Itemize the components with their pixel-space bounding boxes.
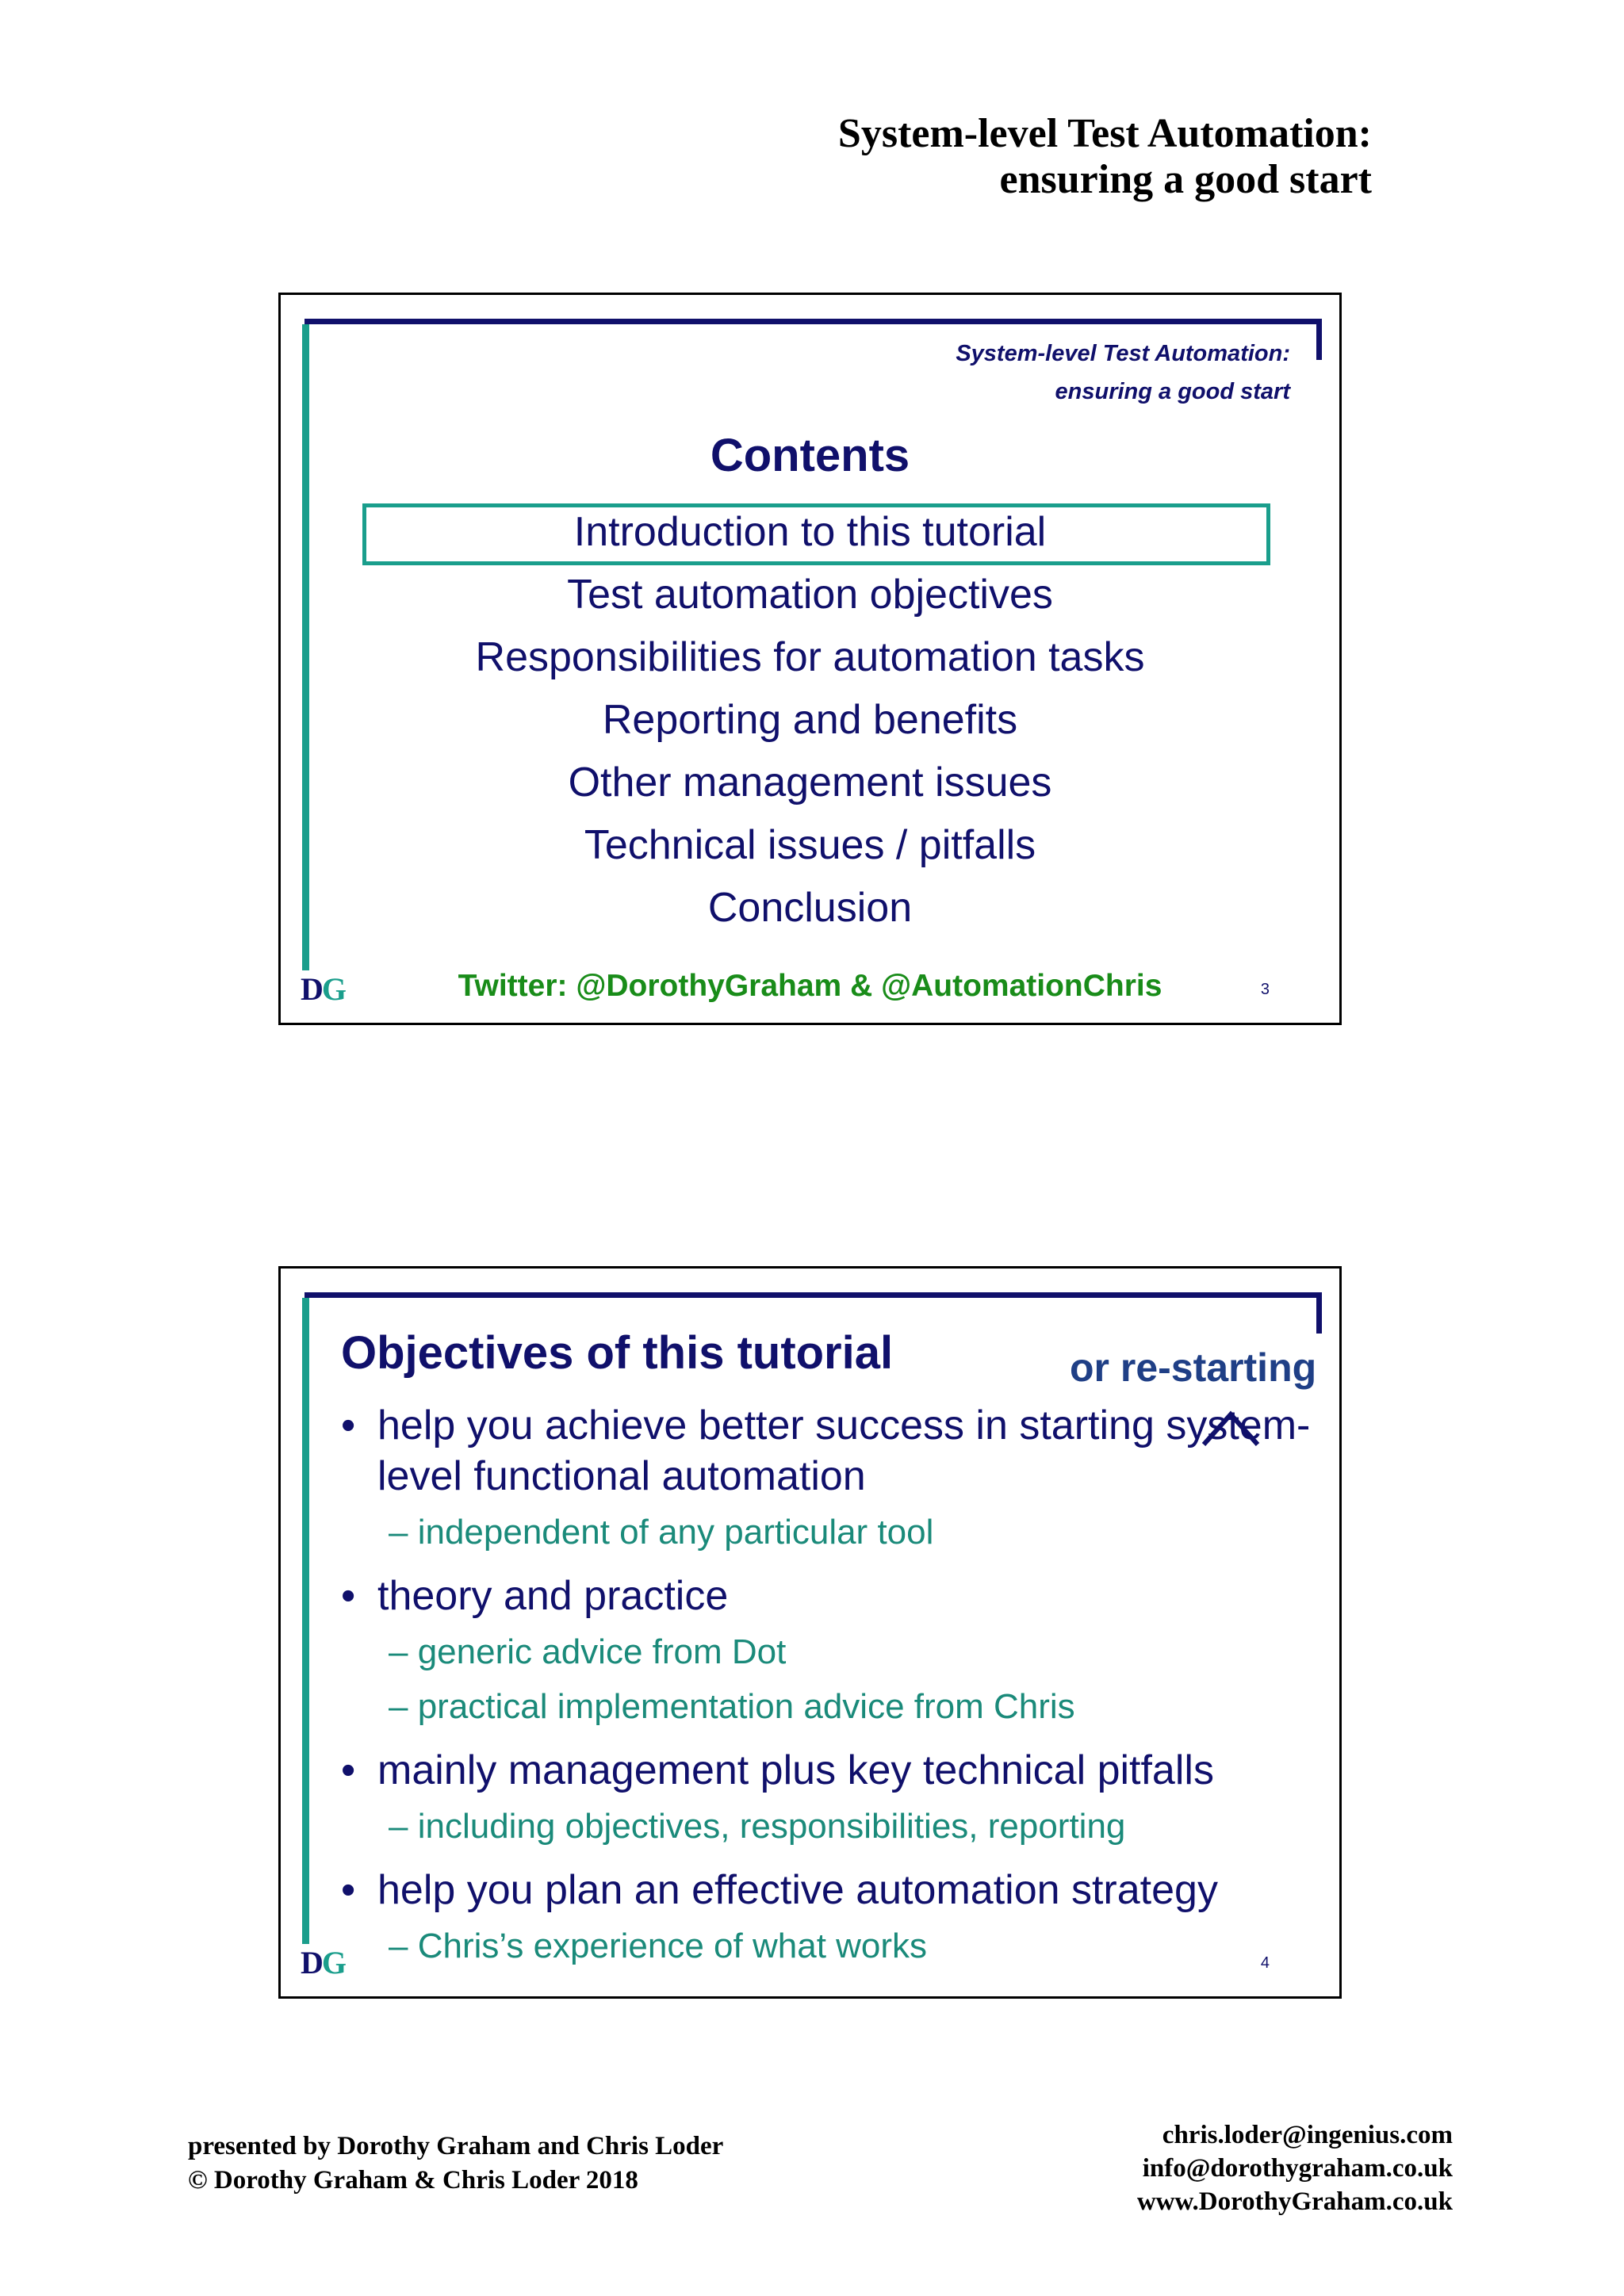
slide-frame-left-bar — [302, 1298, 309, 1944]
footer-presenters: presented by Dorothy Graham and Chris Loder — [188, 2132, 724, 2160]
objective-sub-item — [341, 1919, 1316, 1973]
objective-item — [341, 1571, 1316, 1734]
objective-sub-text: Chris’s experience of what works — [417, 1927, 928, 1965]
slide-frame-top-bar — [304, 1292, 1322, 1298]
objective-bullet-line — [341, 1571, 1316, 1621]
objective-bullet-line — [341, 1865, 1316, 1915]
footer-website: www.DorothyGraham.co.uk — [1136, 2187, 1453, 2216]
objective-sub-text: including objectives, responsibilities, reporting — [417, 1807, 1126, 1846]
dash-icon: – — [389, 1807, 418, 1846]
objectives-title: Objectives of this tutorial — [341, 1327, 894, 1379]
objective-sub-text: practical implementation advice from Chris — [417, 1687, 1075, 1726]
twitter-handles: Twitter: @DorothyGraham & @AutomationChris — [458, 969, 1162, 1003]
objective-sub-text: generic advice from Dot — [417, 1632, 787, 1671]
objective-text: mainly management plus key technical pitfalls — [377, 1747, 1214, 1793]
contents-item: Introduction to this tutorial — [573, 509, 1047, 555]
objective-sub-item — [341, 1624, 1316, 1679]
footer-copyright: © Dorothy Graham & Chris Loder 2018 — [188, 2166, 638, 2195]
objective-bullet-line — [341, 1400, 1316, 1502]
bullet-icon: • — [341, 1747, 356, 1793]
objective-item — [341, 1745, 1316, 1854]
objective-text: help you achieve better success in starting system-level functional automation — [377, 1402, 1311, 1499]
contents-list — [281, 501, 1339, 939]
contents-title: Contents — [710, 430, 910, 481]
slide-objectives — [278, 1266, 1342, 1999]
footer-contacts — [1137, 2118, 1453, 2218]
dg-logo-g: G — [321, 1945, 346, 1980]
objective-sub-list — [341, 1624, 1316, 1734]
dash-icon: – — [389, 1632, 418, 1671]
objective-sub-text: independent of any particular tool — [417, 1513, 934, 1552]
objective-sub-list — [341, 1505, 1316, 1559]
page-title-line2: ensuring a good start — [999, 157, 1372, 202]
slide-number: 4 — [1260, 1954, 1270, 1972]
objectives-list — [341, 1400, 1316, 1984]
contents-item: Conclusion — [707, 885, 913, 931]
bullet-icon: • — [341, 1867, 356, 1913]
objective-bullet-line — [341, 1745, 1316, 1796]
bullet-icon: • — [341, 1573, 356, 1619]
footer-email-chris: chris.loder@ingenius.com — [1162, 2121, 1453, 2149]
objective-text: theory and practice — [377, 1573, 729, 1619]
objective-text: help you plan an effective automation strategy — [377, 1867, 1218, 1913]
handwritten-annotation: or re-starting — [1070, 1345, 1317, 1390]
contents-item: Test automation objectives — [567, 572, 1053, 618]
objective-item — [341, 1865, 1316, 1973]
slide-frame-right-bar — [1316, 1292, 1322, 1334]
dash-icon: – — [389, 1927, 418, 1965]
bullet-icon: • — [341, 1402, 356, 1448]
slide-contents — [278, 293, 1342, 1025]
contents-item: Responsibilities for automation tasks — [475, 634, 1145, 680]
objective-item — [341, 1400, 1316, 1559]
contents-item: Technical issues / pitfalls — [584, 822, 1036, 868]
dash-icon: – — [389, 1687, 418, 1726]
objective-sub-item — [341, 1505, 1316, 1559]
objective-sub-item — [341, 1679, 1316, 1734]
slide-frame-top-bar — [304, 319, 1322, 324]
page-title-line1: System-level Test Automation: — [837, 111, 1372, 156]
objective-sub-item — [341, 1799, 1316, 1854]
dg-logo-d: D — [301, 971, 322, 1007]
footer-email-info: info@dorothygraham.co.uk — [1142, 2154, 1453, 2183]
contents-item: Reporting and benefits — [602, 697, 1018, 743]
footer-credits — [188, 2130, 723, 2198]
slide-header — [956, 335, 1290, 411]
page-title — [838, 111, 1372, 203]
slide-header-line2: ensuring a good start — [1055, 379, 1290, 404]
dg-logo — [301, 1947, 345, 1979]
objective-sub-list — [341, 1799, 1316, 1854]
slide-number: 3 — [1260, 981, 1270, 998]
dash-icon: – — [389, 1513, 418, 1552]
dg-logo — [301, 971, 346, 1007]
dg-logo-d: D — [301, 1945, 322, 1980]
slide-header-line1: System-level Test Automation: — [956, 341, 1290, 366]
objective-sub-list — [341, 1919, 1316, 1973]
slide-frame-right-bar — [1316, 319, 1322, 360]
contents-item: Other management issues — [568, 760, 1052, 806]
dg-logo-g: G — [321, 971, 346, 1007]
